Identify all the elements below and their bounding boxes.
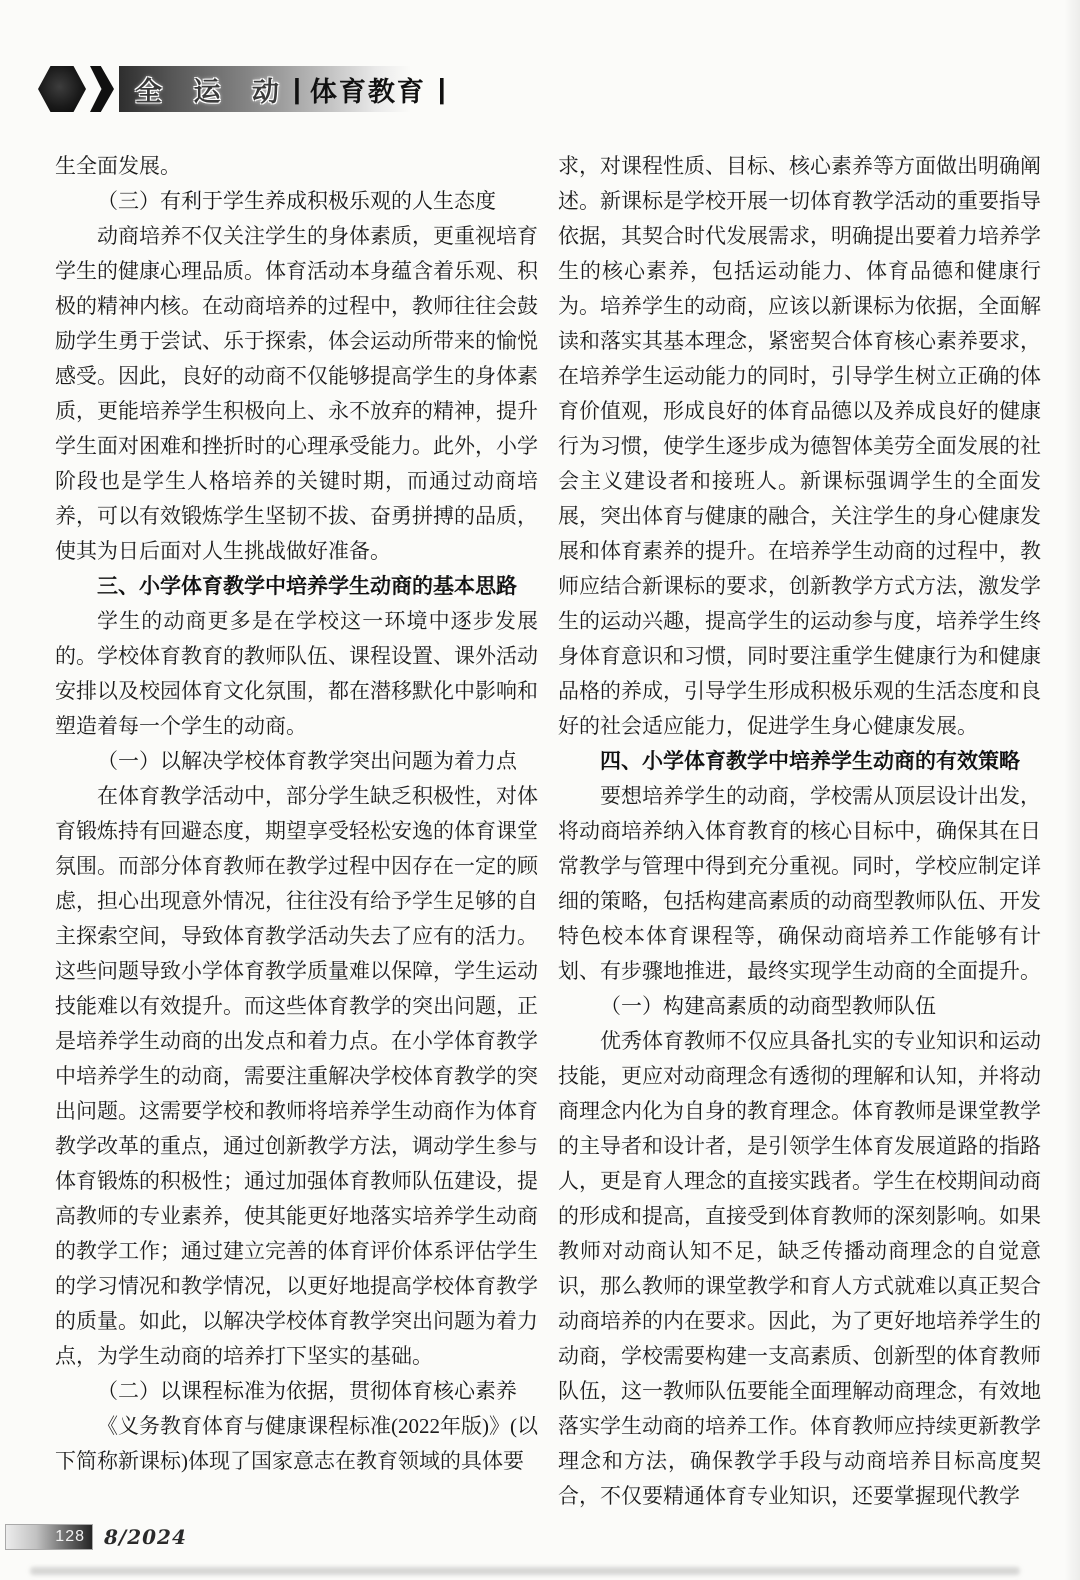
brand-section-title: 体育教育 <box>309 76 426 107</box>
body-paragraph: 求，对课程性质、目标、核心素养等方面做出明确阐述。新课标是学校开展一切体育教学活动的重要指导依据，其契合时代发展需求，明确提出要着力培养学生的核心素养，包括运动能力、体育品德和健康行为。培养学生的动商，应该以新课标为依据，全面解读和落实其基本理念，紧密契合体育核心素养要求，在培养学生运动能力的同时，引导学生树立正确的体育价值观，形成良好的体育品德以及养成良好的健康行为习惯，使学生逐步成为德智体美劳全面发展的社会主义建设者和接班人。新课标强调学生的全面发展，突出体育与健康的融合，关注学生的身心健康发展和体育素养的提升。在培养学生动商的过程中，教师应结合新课标的要求，创新教学方式方法，激发学生的运动兴趣，提高学生的运动参与度，培养学生终身体育意识和习惯，同时要注重学生健康行为和健康品格的养成，引导学生形成积极乐观的生活态度和良好的社会适应能力，促进学生身心健康发展。 <box>558 154 1041 738</box>
chevron-right-icon <box>90 66 114 112</box>
brand-divider-end: | <box>437 73 446 104</box>
page-number-bar <box>5 1524 93 1550</box>
subsection-heading: （三）有利于学生养成积极乐观的人生态度 <box>97 189 496 213</box>
subsection-heading: （二）以课程标准为依据，贯彻体育核心素养 <box>97 1379 517 1403</box>
page-footer <box>5 1523 187 1550</box>
article-column-left <box>55 149 538 1479</box>
brand-title: 全 运 动 <box>135 76 292 107</box>
issue-label: 8/2024 <box>104 1524 187 1549</box>
subsection-heading: （一）以解决学校体育教学突出问题为着力点 <box>97 749 517 773</box>
section-heading: 四、小学体育教学中培养学生动商的有效策略 <box>600 750 1020 773</box>
body-paragraph: 动商培养不仅关注学生的身体素质，更重视培育学生的健康心理品质。体育活动本身蕴含着乐观、积极的精神内核。在动商培养的过程中，教师往往会鼓励学生勇于尝试、乐于探索，体会运动所带来的愉悦感受。因此，良好的动商不仅能够提高学生的身体素质，更能培养学生积极向上、永不放弃的精神，提升学生面对困难和挫折时的心理承受能力。此外，小学阶段也是学生人格培养的关键时期，而通过动商培养，可以有效锻炼学生坚韧不拔、奋勇拼搏的品质，使其为日后面对人生挑战做好准备。 <box>55 224 538 563</box>
body-paragraph: 要想培养学生的动商，学校需从顶层设计出发，将动商培养纳入体育教育的核心目标中，确保其在日常教学与管理中得到充分重视。同时，学校应制定详细的策略，包括构建高素质的动商型教师队伍、开发特色校本体育课程等，确保动商培养工作能够有计划、有步骤地推进，最终实现学生动商的全面提升。 <box>558 784 1041 983</box>
section-heading: 三、小学体育教学中培养学生动商的基本思路 <box>97 575 517 598</box>
hexagon-logo-icon <box>38 66 86 112</box>
body-paragraph: 学生的动商更多是在学校这一环境中逐步发展的。学校体育教育的教师队伍、课程设置、课外活动安排以及校园体育文化氛围，都在潜移默化中影响和塑造着每一个学生的动商。 <box>55 609 538 738</box>
masthead <box>38 66 446 112</box>
body-paragraph: 在体育教学活动中，部分学生缺乏积极性，对体育锻炼持有回避态度，期望享受轻松安逸的体育课堂氛围。而部分体育教师在教学过程中因存在一定的顾虑，担心出现意外情况，往往没有给予学生足够的自主探索空间，导致体育教学活动失去了应有的活力。这些问题导致小学体育教学质量难以保障，学生运动技能难以有效提升。而这些体育教学的突出问题，正是培养学生动商的出发点和着力点。在小学体育教学中培养学生的动商，需要注重解决学校体育教学的突出问题。这需要学校和教师将培养学生动商作为体育教学改革的重点，通过创新教学方法，调动学生参与体育锻炼的积极性；通过加强体育教师队伍建设，提高教师的专业素养，使其能更好地落实培养学生动商的教学工作；通过建立完善的体育评价体系评估学生的学习情况和教学情况，以更好地提高学校体育教学的质量。如此，以解决学校体育教学突出问题为着力点，为学生动商的培养打下坚实的基础。 <box>55 784 538 1368</box>
body-paragraph: 优秀体育教师不仅应具备扎实的专业知识和运动技能，更应对动商理念有透彻的理解和认知，并将动商理念内化为自身的教育理念。体育教师是课堂教学的主导者和设计者，是引领学生体育发展道路的指路人，更是育人理念的直接实践者。学生在校期间动商的形成和提高，直接受到体育教师的深刻影响。如果教师对动商认知不足，缺乏传播动商理念的自觉意识，那么教师的课堂教学和育人方式就难以真正契合动商培养的内在要求。因此，为了更好地培养学生的动商，学校需要构建一支高素质、创新型的体育教师队伍，这一教师队伍要能全面理解动商理念，有效地落实学生动商的培养工作。体育教师应持续更新教学理念和方法，确保教学手段与动商培养目标高度契合，不仅要精通体育专业知识，还要掌握现代教学 <box>558 1029 1041 1508</box>
brand-banner <box>119 66 446 112</box>
article-column-right <box>558 149 1041 1514</box>
scan-edge-right <box>1064 0 1080 1580</box>
brand-divider: | <box>293 73 301 104</box>
scan-edge-bottom <box>30 1567 1020 1575</box>
body-paragraph: 生全面发展。 <box>55 154 181 178</box>
subsection-heading: （一）构建高素质的动商型教师队伍 <box>600 994 936 1018</box>
page-number: 128 <box>55 1527 85 1545</box>
body-paragraph: 《义务教育体育与健康课程标准(2022年版)》(以下简称新课标)体现了国家意志在教育领域的具体要 <box>55 1414 538 1473</box>
